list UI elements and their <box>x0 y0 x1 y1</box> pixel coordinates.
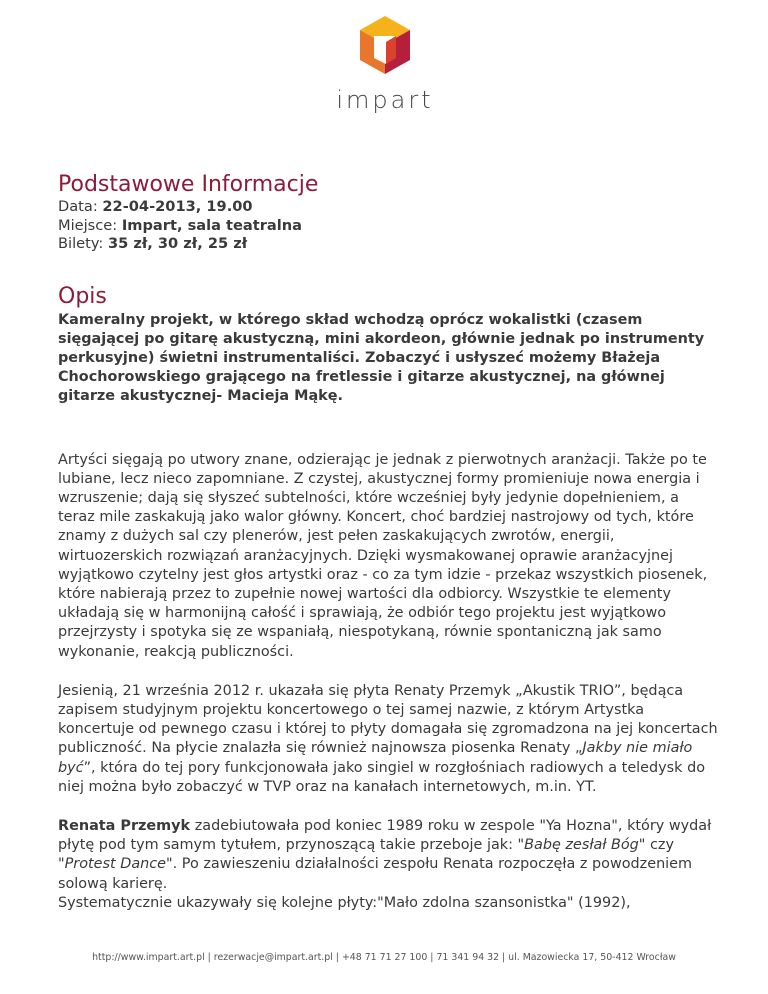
tickets-line <box>58 235 718 254</box>
paragraph-2 <box>58 682 718 797</box>
paragraph-2-text-a: Jesienią, 21 września 2012 r. ukazała się płyta Renaty Przemyk „Akustik TRIO”, będąca zapisem studyjnym projektu koncertowego o tej samej nazwie, z którym Artystka koncertuje od pewnego czasu i której to płyty domagała się zgromadzona na jej koncertach publiczność. Na płycie znalazła się również najnowsza piosenka Renaty „ <box>58 682 718 757</box>
section-title-basic-info: Podstawowe Informacje <box>58 172 319 197</box>
event-content <box>58 172 718 913</box>
impart-logo <box>330 14 440 114</box>
impart-wordmark: impart <box>336 86 434 114</box>
tickets-value: 35 zł, 30 zł, 25 zł <box>107 235 248 252</box>
paragraph-3-text-b: " czy " <box>58 837 674 873</box>
date-value: 22-04-2013, 19.00 <box>102 198 253 215</box>
paragraph-3-text-c: ". Po zawieszeniu działalności zespołu Renata rozpoczęła z powodzeniem solową karierę. <box>58 856 693 892</box>
tickets-label: Bilety: <box>58 235 104 252</box>
paragraph-3 <box>58 817 718 913</box>
section-title-description: Opis <box>58 283 107 309</box>
footer-contact: http://www.impart.art.pl | rezerwacje@impart.art.pl | +48 71 71 27 100 | 71 341 94 32 | ul. Mazowiecka 17, 50-412 Wrocław <box>92 952 676 963</box>
song-title-2: Protest Dance <box>64 856 167 873</box>
impart-hexagon-logo-icon <box>330 14 440 80</box>
artist-name: Renata Przemyk <box>58 817 191 834</box>
lead-paragraph: Kameralny projekt, w którego skład wchodzą oprócz wokalistki (czasem sięgającej po gitarę akustyczną, mini akordeon, głównie jednak po instrumenty perkusyjne) świetni instrumentaliści. Zobaczyć i usłyszeć możemy Błażeja Chochorowskiego grającego na fretlessie i gitarze akustycznej, na głównej gitarze akustycznej- Macieja Mąkę. <box>58 311 705 405</box>
place-label: Miejsce: <box>58 216 118 234</box>
paragraph-1: Artyści sięgają po utwory znane, odzierając je jednak z pierwotnych aranżacji. Także po te lubiane, lecz nieco zapomniane. Z czystej, akustycznej formy promieniuje nowa energia i wzruszenie; dają się słyszeć subtelności, które wcześniej były jedynie dopełnieniem, a teraz mile zaskakują jako walor główny. Koncert, choć bardziej nastrojowy od tych, które znamy z dużych sal czy plenerów, jest pełen zaskakujących zwrotów, energii, wirtuozerskich rozwiązań aranżacyjnych. Dzięki wysmakowanej oprawie aranżacyjnej wyjątkowo czytelny jest głos artystki oraz - co za tym idzie - przekaz wszystkich piosenek, które nabierają przez to zupełnie nowej wartości dla odbiorcy. Wszystkie te elementy układają się w harmonijną całość i sprawiają, że odbiór tego projektu jest wyjątkowo przejrzysty i spotyka się ze wspaniałą, niespotykaną, równie spontaniczną jak samo wykonanie, reakcją publiczności. <box>58 451 708 660</box>
place-value: Impart, sala teatralna <box>121 216 303 234</box>
date-label: Data: <box>58 198 98 215</box>
paragraph-2-text-b: ”, która do tej pory funkcjonowała jako singiel w rozgłośniach radiowych a teledysk do niej można było zobaczyć w TVP oraz na kanałach internetowych, m.in. YT. <box>58 759 706 795</box>
paragraph-3-text-a: zadebiutowała pod koniec 1989 roku w zespole "Ya Hozna", który wydał płytę pod tym samym tytułem, przynoszącą takie przeboje jak: " <box>58 817 712 854</box>
song-title-1: Babę zesłał Bóg <box>524 837 639 854</box>
paragraph-3-text-d: Systematycznie ukazywały się kolejne płyty:"Mało zdolna szansonistka" (1992), <box>58 894 631 911</box>
place-line <box>58 217 718 236</box>
date-line <box>58 198 718 217</box>
song-title: Jakby nie miało być <box>58 740 693 776</box>
